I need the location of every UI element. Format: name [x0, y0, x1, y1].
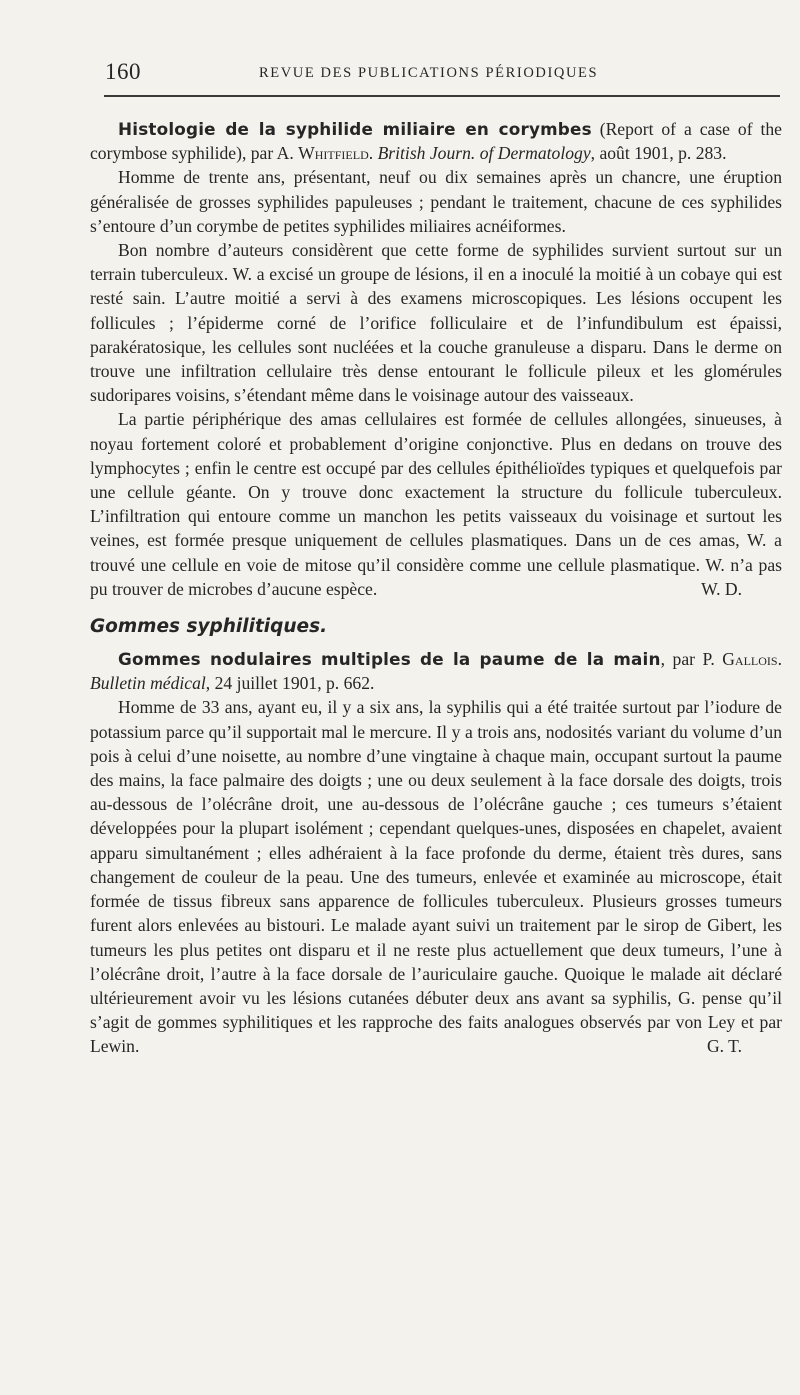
article-2-journal: Bulletin médical	[90, 673, 206, 694]
article-1-signature: W. D.	[701, 578, 742, 599]
article-1-ref-text-2: .	[368, 143, 378, 164]
article-1-paragraph-2: Bon nombre d’auteurs considèrent que cette forme de syphilides survient surtout sur un terrain tuberculeux. W. a excisé un groupe de lésions, il en a inoculé la moitié à un cobaye qui est resté sain. L’autre moitié a servi à des examens microscopiques. Les lésions occupent les follicules ; l’épiderme corné de l’orifice folliculaire et de l’infundibulum est épaissi, parakératosique, les cellules sont nucléées et la couche granuleuse a disparu. Dans le derme on trouve une infiltration cellulaire très dense entourant le follicule pileux et les glomérules sudoripares voisins, s’étendant même dans le voisinage autour des vaisseaux.	[90, 240, 782, 406]
article-2-title: Gommes nodulaires multiples de la paume de la main	[118, 649, 661, 670]
article-2-reference	[90, 647, 782, 695]
article-1-author: Whitfield	[298, 143, 369, 164]
header-rule	[104, 95, 780, 97]
article-1-paragraph-3	[90, 407, 782, 601]
article-2-author: Gallois	[722, 649, 778, 670]
article-2-ref-text-2: .	[777, 649, 782, 670]
page-number: 160	[105, 59, 141, 84]
article-2-signature: G. T.	[706, 1036, 742, 1057]
article-1-paragraph-3-text: La partie périphérique des amas cellulaires est formée de cellules allongées, sinueuses, à noyau fortement coloré et probablement d’origine conjonctive. Plus en dedans on trouve des lymphocytes ; enfin le centre est occupé par des cellules épithélioïdes typiques et quelquefois par une cellule géante. On y trouve donc exactement la structure du follicule tuberculeux. L’infiltration qui entoure comme un manchon les petits vaisseaux du voisinage et surtout les veines, est formée presque uniquement de cellules plasmatiques. Dans un de ces amas, W. a trouvé une cellule en voie de mitose qu’il considère comme une cellule plasmatique. W. n’a pas pu trouver de microbes d’aucune espèce.	[90, 409, 782, 599]
article-1-journal: British Journ. of Dermatology	[377, 143, 591, 164]
article-1-title: Histologie de la syphilide miliaire en corymbes	[118, 119, 592, 139]
running-head-title: REVUE DES PUBLICATIONS PÉRIODIQUES	[259, 65, 599, 81]
article-1-reference	[90, 117, 782, 165]
article-2-paragraph-1-text: Homme de 33 ans, ayant eu, il y a six ans, la syphilis qui a été traitée surtout par l’iodure de potassium parce qu’il supportait mal le mercure. Il y a trois ans, nodosités variant du volume d’un pois à celui d’une noisette, au nombre d’une vingtaine à chaque main, occupant surtout la paume des mains, la face palmaire des doigts ; une ou deux seulement à la face dorsale des doigts, trois au-dessous de l’olécrâne droit, une au-dessous de l’olécrâne gauche ; ces tumeurs s’étaient développées pour la plupart isolément ; cependant quelques-unes, disposées en chapelet, avaient apparu simultanément ; elles adhéraient à la face profonde du derme, étaient très dures, sans changement de couleur de la peau. Une des tumeurs, enlevée et examinée au microscope, était formée de tissus fibreux sans apparence de follicules tuberculeux. Plusieurs grosses tumeurs furent alors enlevées au bistouri. Le malade ayant suivi un traitement par le sirop de Gibert, les tumeurs les plus petites ont disparu et il ne reste plus actuellement que deux tumeurs, l’une à l’olécrâne droit, l’autre à la face dorsale de l’auriculaire gauche. Quoique le malade ait déclaré ultérieurement avoir vu les lésions cutanées débuter deux ans avant sa syphilis, G. pense qu’il s’agit de gommes syphilitiques et les rapproche des faits analogues observés par von Ley et par Lewin.	[90, 697, 782, 1057]
article-1-paragraph-1: Homme de trente ans, présentant, neuf ou dix semaines après un chancre, une éruption généralisée de grosses syphilides papuleuses ; pendant le traitement, chacune de ces syphilides s’entoure d’un corymbe de petites syphilides miliaires acnéiformes.	[90, 167, 782, 236]
article-2-ref-text-1: , par P.	[660, 649, 723, 670]
section-heading: Gommes syphilitiques.	[90, 616, 328, 638]
article-2-ref-text-3: , 24 juillet 1901, p. 662.	[205, 673, 375, 694]
page-body	[90, 117, 782, 1059]
article-2-paragraph-1	[90, 695, 782, 1058]
running-head	[105, 58, 785, 88]
article-1-ref-text-1: (Report of a case of the corymbose syphilide), par A.	[90, 119, 782, 164]
article-1-ref-text-3: , août 1901, p. 283.	[590, 143, 727, 164]
